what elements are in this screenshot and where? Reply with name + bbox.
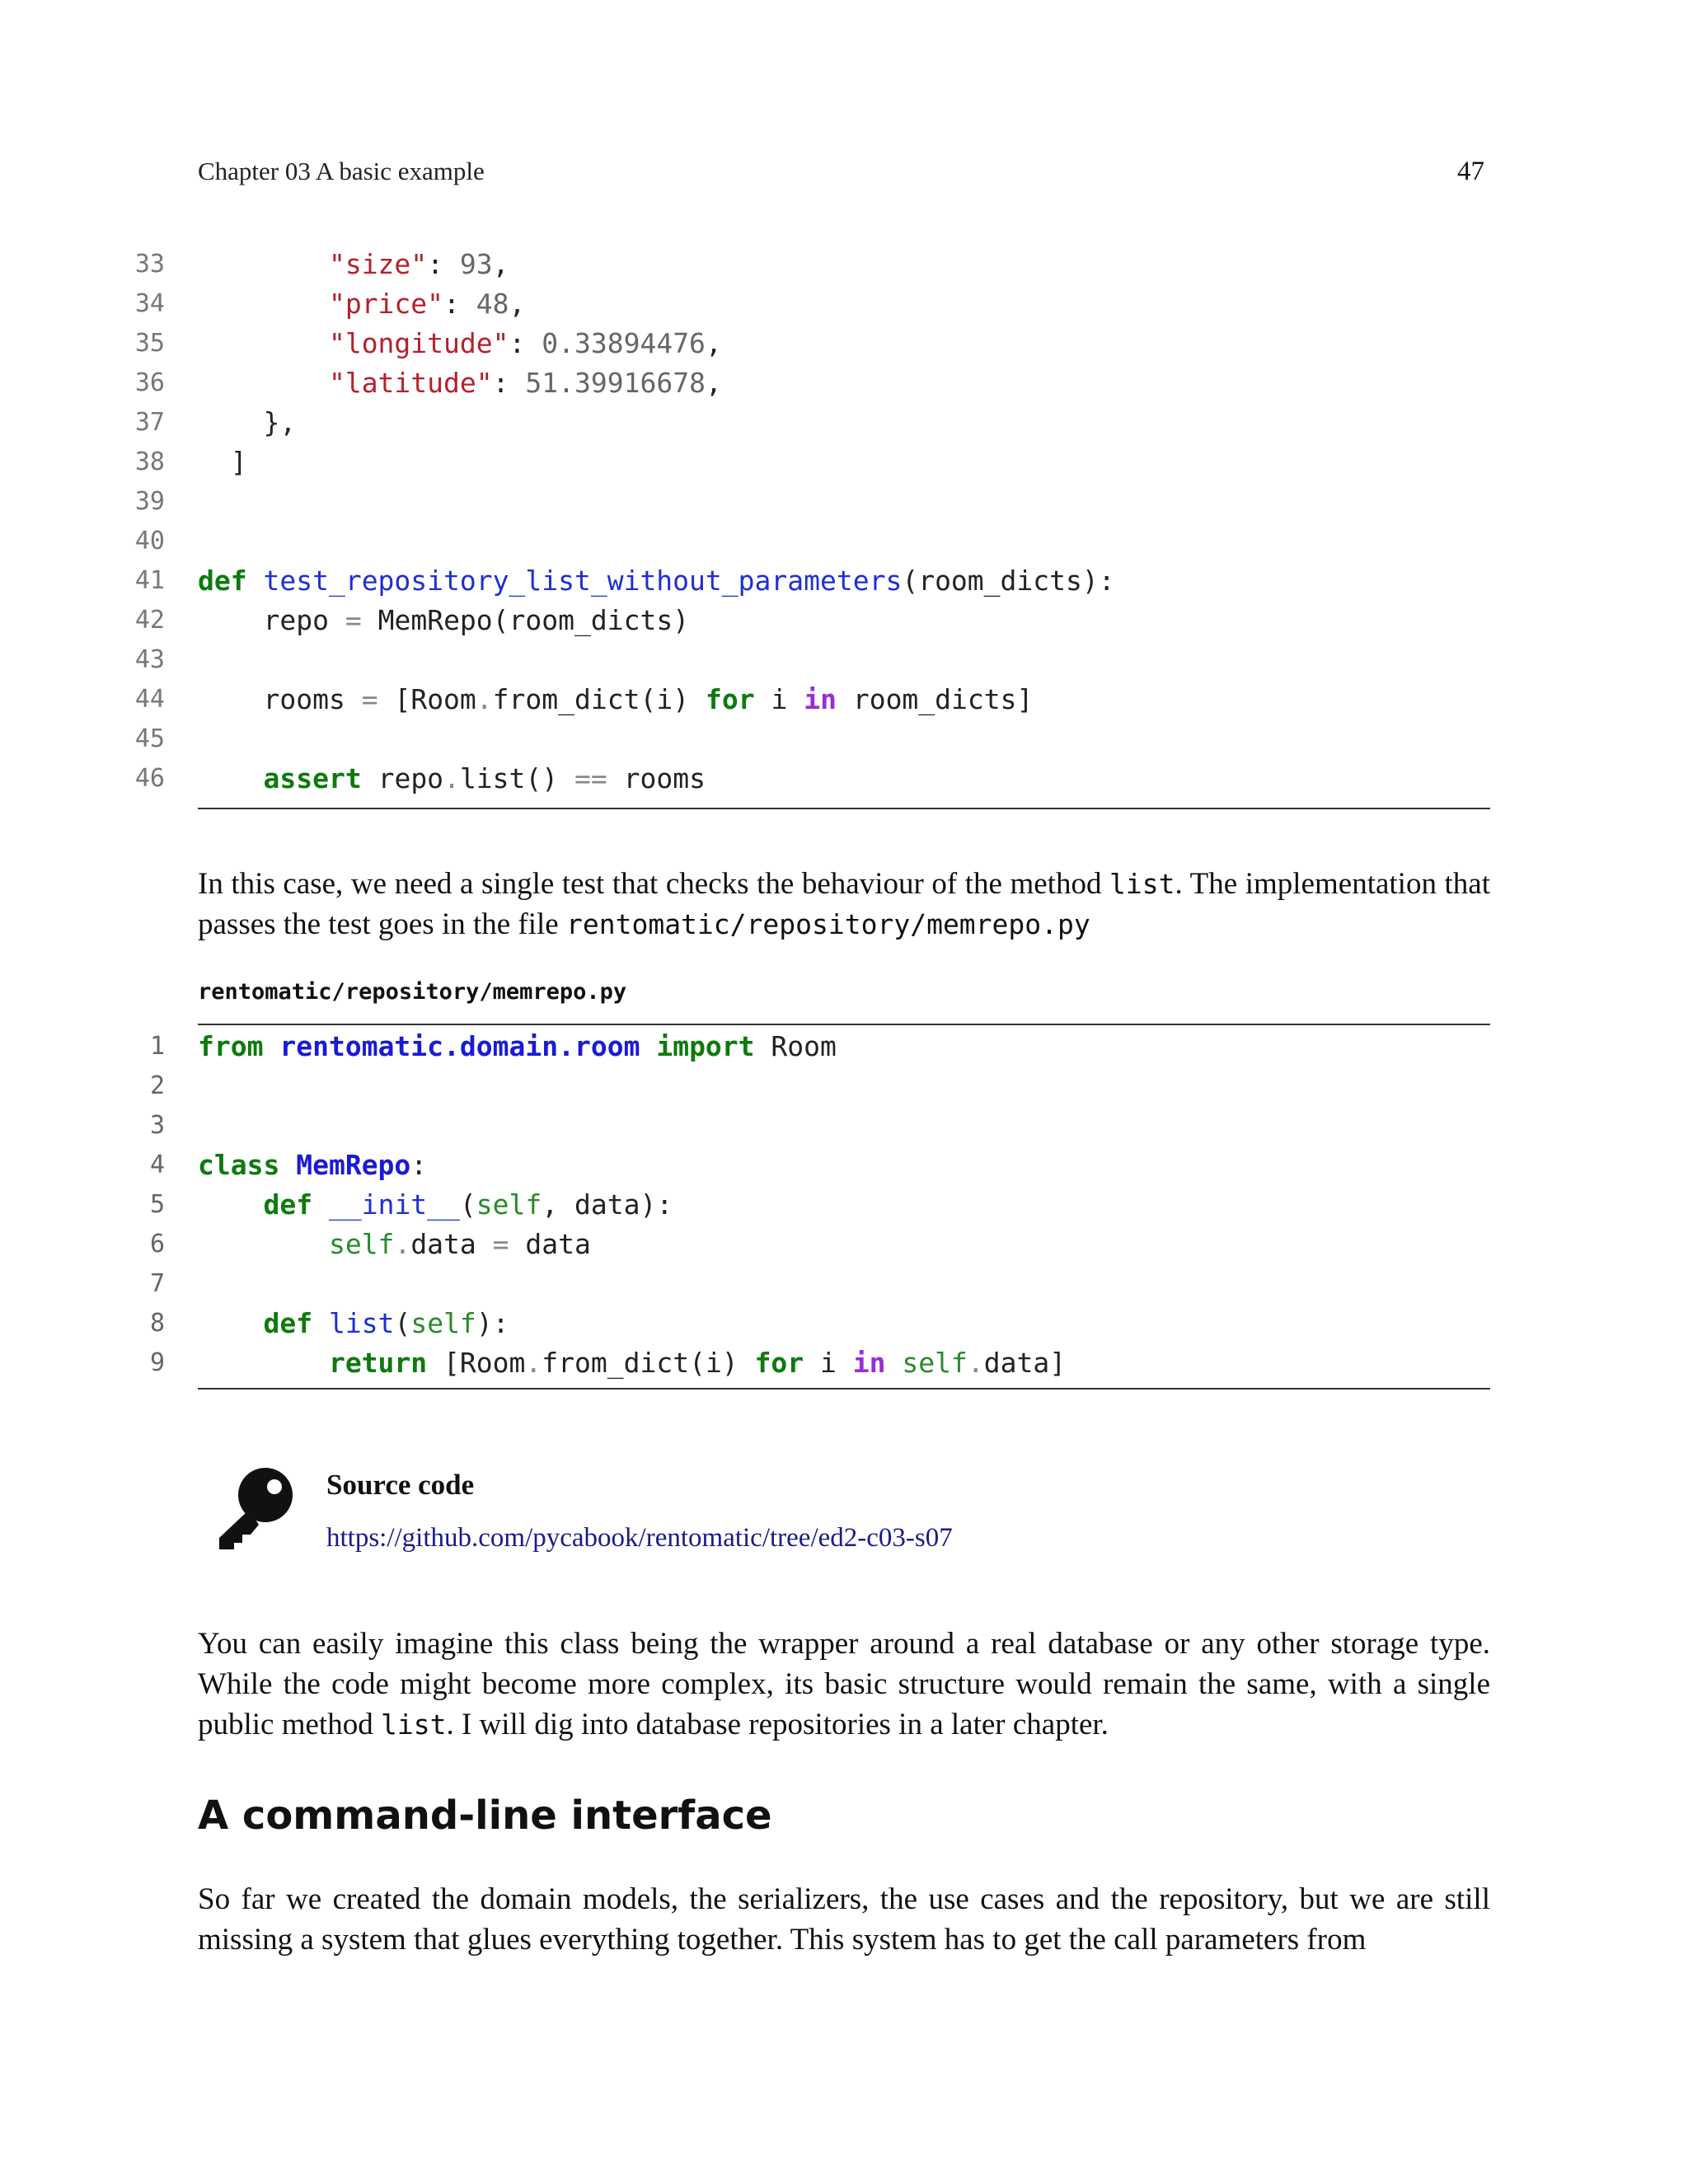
- chapter-header: Chapter 03 A basic example: [198, 157, 485, 185]
- code-line: "longitude": 0.33894476,: [328, 327, 722, 359]
- line-number: 41: [134, 566, 165, 595]
- line-number: 35: [134, 329, 165, 358]
- key-icon: [213, 1464, 298, 1549]
- note-title: Source code: [326, 1469, 475, 1501]
- section-heading: A command-line interface: [198, 1793, 772, 1839]
- line-number: 1: [149, 1032, 165, 1061]
- code-line: "price": 48,: [328, 288, 526, 320]
- code-line: def __init__(self, data):: [263, 1188, 673, 1221]
- code-line: from rentomatic.domain.room import Room: [198, 1030, 837, 1062]
- paragraph-wrapper: You can easily imagine this class being the wrapper around a real database or any other storage type. While the code might become more complex, its basic structure would remain the same, with a single public method list. I will dig into database repositories in a later chapter.: [198, 1627, 1490, 1741]
- line-number: 39: [134, 487, 165, 516]
- code-line: class MemRepo:: [198, 1149, 428, 1181]
- line-number: 9: [149, 1348, 165, 1377]
- code-line: self.data = data: [328, 1228, 591, 1260]
- line-number: 45: [134, 724, 165, 753]
- line-number: 36: [134, 368, 165, 397]
- line-number: 33: [134, 250, 165, 279]
- line-number: 40: [134, 527, 165, 555]
- code-line: rooms = [Room.from_dict(i) for i in room_dicts]: [263, 683, 1034, 715]
- line-number: 42: [134, 606, 165, 635]
- code-block-bottom-rule: [198, 1388, 1490, 1390]
- code-line: },: [263, 406, 297, 438]
- code-line: return [Room.from_dict(i) for i in self.data]: [328, 1347, 1067, 1379]
- code-line: ]: [230, 446, 247, 478]
- line-number: 34: [134, 289, 165, 318]
- line-number: 37: [134, 408, 165, 437]
- line-number: 4: [149, 1151, 165, 1179]
- paragraph-cli: So far we created the domain models, the serializers, the use cases and the repository, but we are still missing a system that glues everything together. This system has to get the call parameters from: [198, 1882, 1490, 1957]
- code-block-top-rule: [198, 1024, 1490, 1025]
- line-number: 3: [149, 1111, 165, 1140]
- line-number: 2: [149, 1071, 165, 1100]
- line-number: 43: [134, 645, 165, 674]
- line-number: 44: [134, 685, 165, 714]
- code-line: def list(self):: [263, 1307, 509, 1339]
- line-number: 8: [149, 1309, 165, 1338]
- line-number: 46: [134, 764, 165, 793]
- line-number: 7: [149, 1269, 165, 1298]
- code-line: "size": 93,: [328, 248, 509, 280]
- code-line: assert repo.list() == rooms: [263, 762, 706, 794]
- code-filename: rentomatic/repository/memrepo.py: [198, 979, 627, 1005]
- code-block-bottom-rule: [198, 808, 1490, 809]
- code-line: def test_repository_list_without_parameters(room_dicts):: [198, 565, 1115, 597]
- line-number: 5: [149, 1190, 165, 1219]
- source-code-link[interactable]: https://github.com/pycabook/rentomatic/tree/ed2-c03-s07: [326, 1523, 953, 1553]
- code-line: "latitude": 51.39916678,: [328, 367, 722, 399]
- line-number: 6: [149, 1230, 165, 1258]
- code-line: repo = MemRepo(room_dicts): [263, 604, 690, 636]
- page-number: 47: [1457, 157, 1484, 186]
- paragraph-implementation: In this case, we need a single test that checks the behaviour of the method list. The implementation that passes the test goes in the file rentomatic/repository/memrepo.py: [198, 867, 1491, 941]
- line-number: 38: [134, 448, 165, 476]
